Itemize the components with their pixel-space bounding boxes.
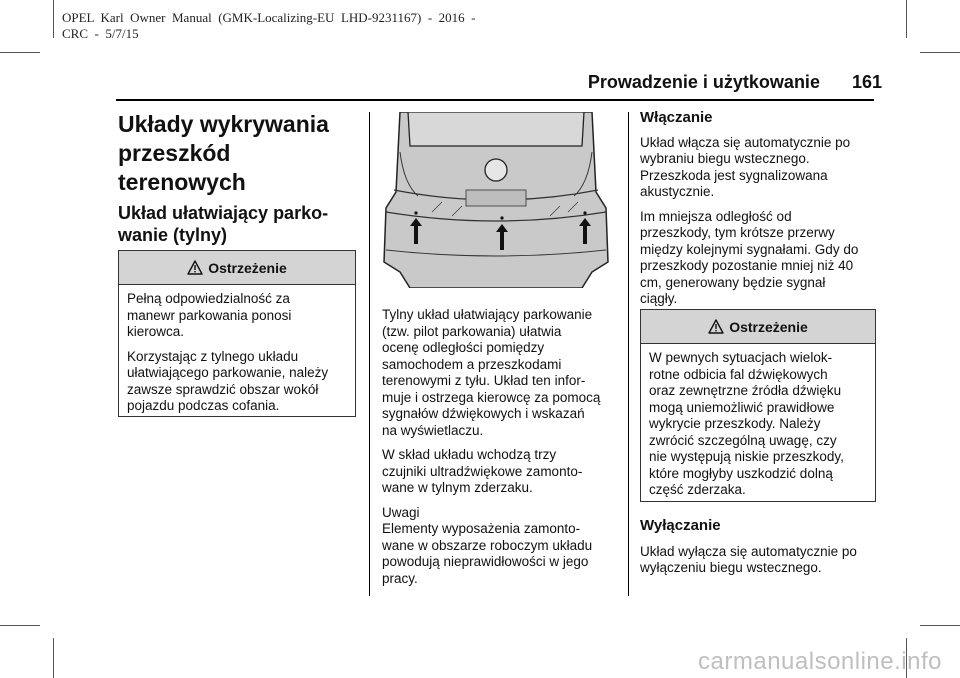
- warning-box: [640, 309, 876, 502]
- disable-paragraph: Układ wyłącza się automatycznie po wyłączeniu biegu wstecznego.: [640, 543, 857, 575]
- note-label: Uwagi: [382, 504, 420, 520]
- enable-paragraph-2: Im mniejsza odległość od przeszkody, tym krótsze przerwy między kolejnymi sygnałami. Gdy do przeszkody pozostanie mniej niż 40 cm, generowany będzie sygnał ciągły.: [640, 208, 859, 306]
- crop-mark: [0, 52, 40, 53]
- crop-mark: [53, 638, 54, 678]
- heading-disable: Wyłączanie: [640, 517, 721, 534]
- disable-section: [640, 518, 880, 585]
- header-rule: [116, 99, 874, 101]
- sensors-paragraph: W skład układu wchodzą trzy czujniki ultradźwiękowe zamonto- wane w tylnym zderzaku.: [382, 447, 583, 495]
- note-text: Elementy wyposażenia zamonto- wane w obszarze roboczym układu powodują nieprawidłowości w jego pracy.: [382, 521, 593, 586]
- right-column: [640, 110, 880, 316]
- warning-text: W pewnych sytuacjach wielok- rotne odbicia fal dźwiękowych oraz zewnętrzne źródła dźwięku mogą uniemożliwić prawidłowe wykrycie przeszkody. Należy zwrócić szczególną uwagę, czy nie występują niskie przeszkody, które mogłyby uszkodzić dolną część zderzaka.: [649, 350, 844, 497]
- watermark: carmanualsonline.info: [698, 648, 942, 675]
- crop-mark: [920, 52, 960, 53]
- warning-triangle-icon: [708, 319, 724, 334]
- warning-header: Ostrzeżenie: [641, 310, 875, 344]
- warning-header: Ostrzeżenie: [119, 251, 355, 285]
- crop-mark: [920, 625, 960, 626]
- warning-box: [118, 250, 356, 417]
- crop-mark: [0, 625, 40, 626]
- enable-paragraph-1: Układ włącza się automatycznie po wybraniu biegu wstecznego. Przeszkoda jest sygnalizowana akustycznie.: [640, 134, 851, 199]
- section-heading: Układ ułatwiający parko- wanie (tylny): [118, 203, 329, 245]
- warning-text: Pełną odpowiedzialność za manewr parkowania ponosi kierowca. Korzystając z tylnego układu ułatwiającego parkowanie, należy zawsze sprawdzić obszar wokół pojazdu podczas cofania.: [127, 291, 329, 413]
- page-number: 161: [851, 72, 882, 92]
- column-divider: [369, 112, 370, 596]
- running-header: [588, 72, 882, 93]
- chapter-title: Układy wykrywania przeszkód terenowych: [118, 111, 329, 195]
- section-title: Prowadzenie i użytkowanie: [587, 72, 820, 92]
- crop-mark: [53, 0, 54, 38]
- warning-triangle-icon: [187, 260, 203, 275]
- print-metadata: OPEL Karl Owner Manual (GMK-Localizing-EU LHD-9231167) - 2016 - CRC - 5/7/15: [62, 10, 476, 41]
- heading-enable: Włączanie: [640, 109, 713, 126]
- intro-paragraph: Tylny układ ułatwiający parkowanie (tzw. pilot parkowania) ułatwia ocenę odległości pomiędzy samochodem a przeszkodami terenowymi z tyłu. Układ ten infor- muje i ostrzega kierowcę za pomocą sygnałów dźwiękowych i wskazań na wyświetlaczu.: [382, 307, 601, 438]
- car-rear-sensors-figure: [382, 112, 610, 288]
- column-divider: [628, 112, 629, 596]
- middle-text: [382, 307, 622, 595]
- crop-mark: [906, 0, 907, 38]
